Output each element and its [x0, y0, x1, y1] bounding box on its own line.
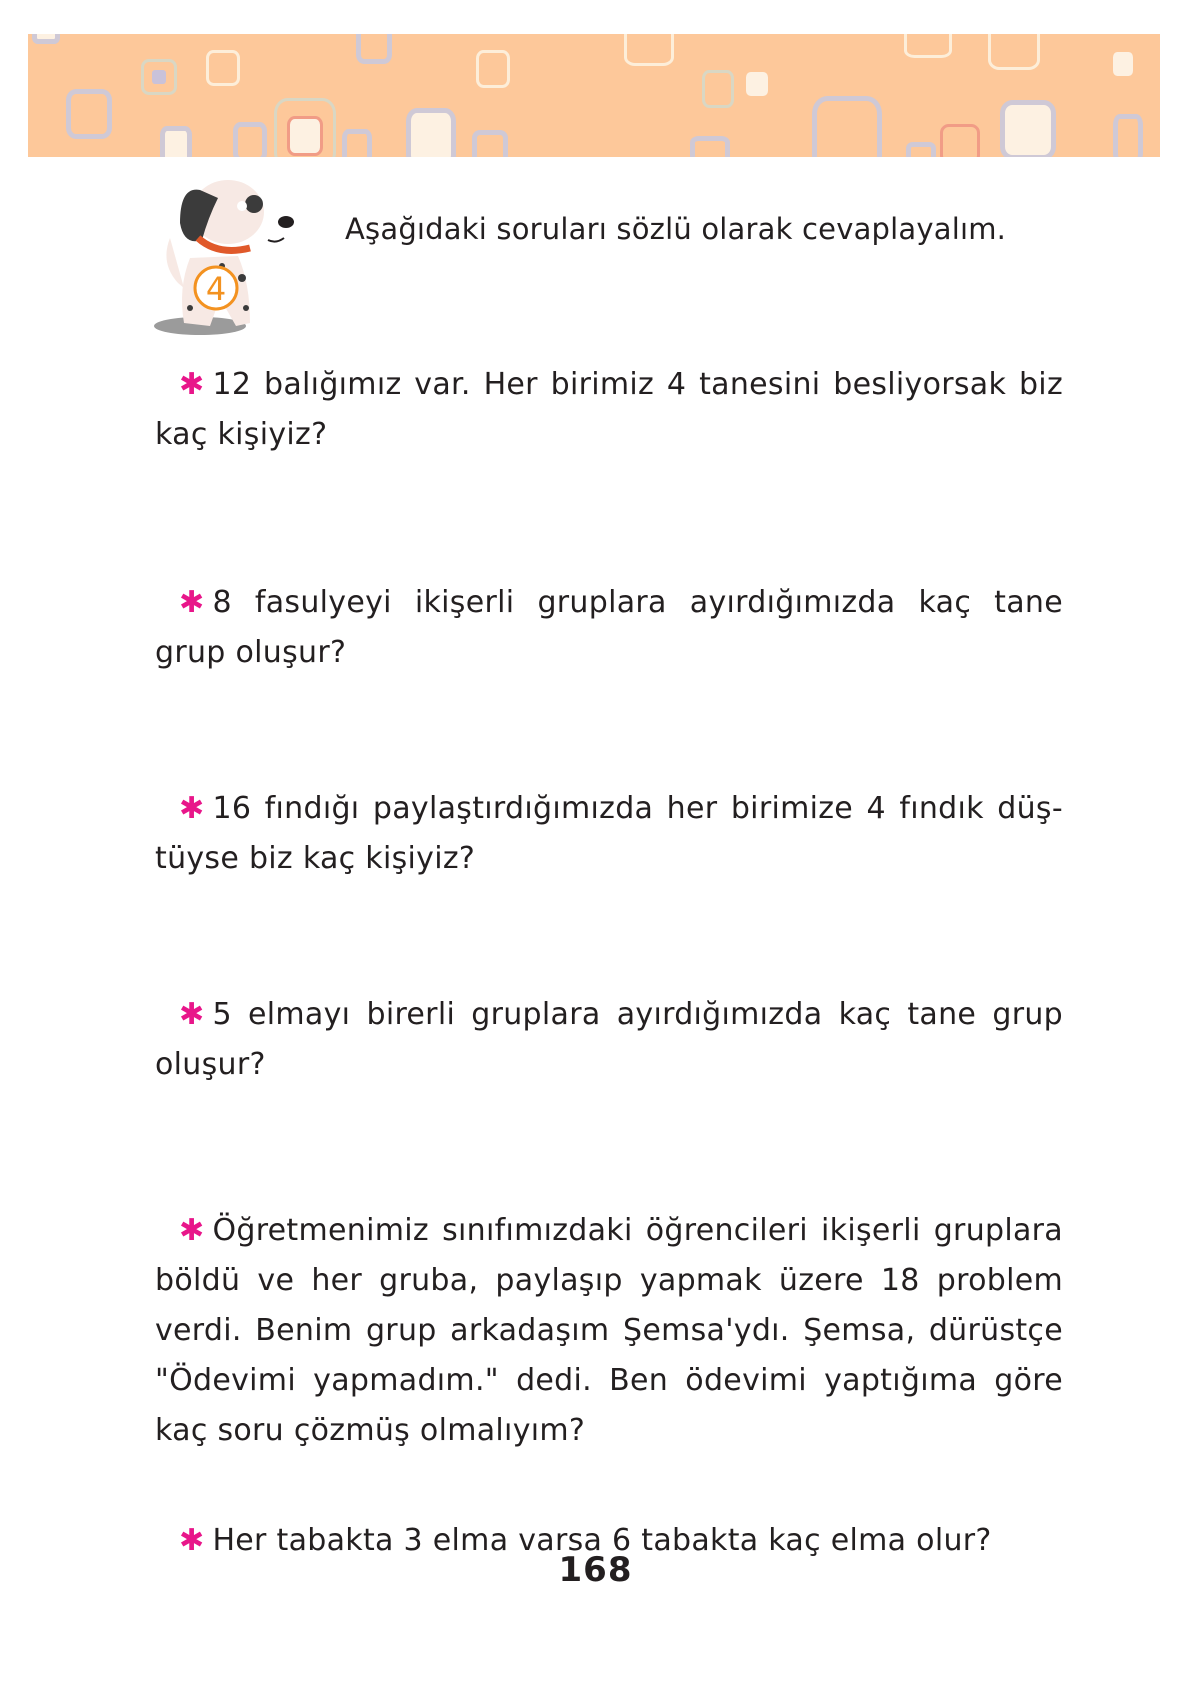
question-list [155, 360, 1063, 1566]
lesson-number-badge: 4 [205, 270, 227, 308]
question-item [155, 578, 1063, 678]
question-text: Öğretmenimiz sınıfımızdaki öğrencileri ikişerli gruplara böldü ve her gruba, paylaşıp yapmak üzere 18 problem verdi. Benim grup arkadaşım Şemsa'ydı. Şemsa, dürüstçe "Ödevimi yapmadım." dedi. Ben ödevimi yaptığıma göre kaç soru çözmüş olmalıyım? [155, 1213, 1063, 1448]
instruction-heading: Aşağıdaki soruları sözlü olarak cevaplayalım. [345, 212, 1007, 246]
decoration-square [812, 96, 882, 157]
asterisk-bullet-icon: ✱ [179, 1213, 205, 1248]
question-item [155, 990, 1063, 1090]
decoration-square [206, 50, 240, 86]
decoration-square [1000, 100, 1056, 157]
decoration-square [1113, 52, 1133, 76]
asterisk-bullet-icon: ✱ [179, 791, 205, 826]
decoration-square [624, 34, 674, 66]
decoration-square [940, 124, 980, 157]
asterisk-bullet-icon: ✱ [179, 367, 205, 402]
asterisk-bullet-icon: ✱ [179, 585, 205, 620]
decoration-square [406, 108, 456, 157]
decoration-square [702, 70, 734, 108]
decoration-square [152, 70, 166, 84]
question-item [155, 784, 1063, 884]
decoration-square [472, 130, 508, 157]
decoration-square [287, 116, 323, 156]
decoration-square [906, 142, 936, 157]
decoration-square [32, 34, 60, 44]
question-text: 8 fasulyeyi ikişerli gruplara ayırdığımızda kaç tane grup oluşur? [155, 585, 1063, 670]
decoration-square [690, 136, 730, 157]
decoration-square [342, 129, 372, 157]
question-item [155, 1206, 1063, 1456]
question-text: 16 fındığı paylaştırdığımızda her birimize 4 fındık düş-tüyse biz kaç kişiyiz? [155, 791, 1063, 876]
decoration-square [476, 50, 510, 88]
asterisk-bullet-icon: ✱ [179, 997, 205, 1032]
dalmatian-dog-mascot [150, 168, 300, 338]
question-text: Her tabakta 3 elma varsa 6 tabakta kaç elma olur? [212, 1523, 992, 1558]
question-text: 5 elmayı birerli gruplara ayırdığımızda kaç tane grup oluşur? [155, 997, 1063, 1082]
decoration-square [1113, 114, 1143, 157]
page-number: 168 [558, 1550, 633, 1590]
decoration-square [160, 126, 192, 157]
decoration-square [356, 34, 392, 64]
decoration-square [904, 34, 952, 58]
question-item [155, 360, 1063, 460]
dalmatian-dog-icon [150, 168, 300, 338]
decoration-square [233, 122, 267, 157]
decorative-header-banner [28, 34, 1160, 157]
question-text: 12 balığımız var. Her birimiz 4 tanesini besliyorsak biz kaç kişiyiz? [155, 367, 1063, 452]
decoration-square [746, 72, 768, 96]
asterisk-bullet-icon: ✱ [179, 1523, 205, 1558]
decoration-square [66, 89, 112, 139]
decoration-square [988, 34, 1040, 70]
